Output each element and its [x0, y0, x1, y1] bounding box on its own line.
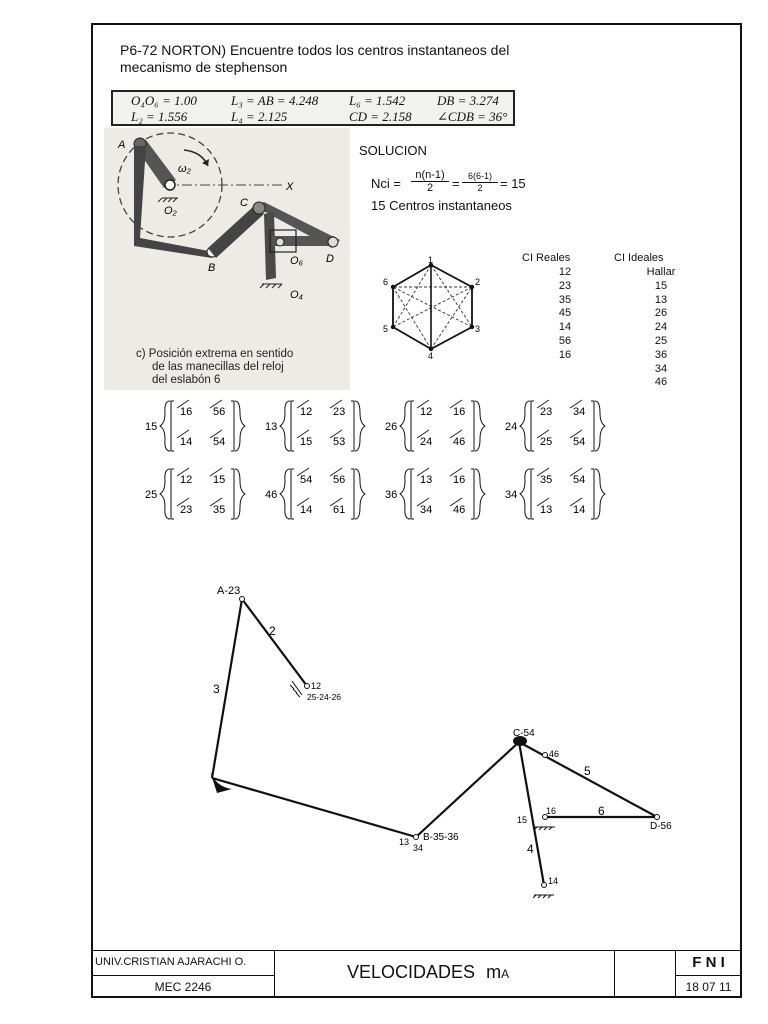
label-12: 12: [311, 681, 322, 691]
matrix-25-right-bracket: [231, 469, 234, 519]
ci-real-5: 56: [558, 334, 572, 347]
matrix-46-right-brace: [355, 469, 365, 519]
matrix-46-left-brace: [280, 469, 290, 519]
pin-46: [543, 753, 548, 758]
matrix-26-right-bracket: [471, 401, 474, 451]
ground-16: [534, 827, 555, 830]
matrix-24-left-bracket: [531, 401, 534, 451]
ci-ideal-8: 46: [654, 376, 668, 389]
figure-caption: [136, 348, 350, 387]
matrix-46-cell-2: 14: [300, 504, 313, 516]
matrix-24-cell-3: 54: [573, 436, 586, 448]
matrix-13-cell-2: 15: [300, 436, 313, 448]
givens-box: [111, 90, 515, 126]
matrix-24-left-brace: [520, 401, 530, 451]
matrix-25-label: 25: [145, 489, 158, 501]
matrix-15-right-brace: [235, 401, 245, 451]
fraction-1-numerator: n(n-1): [411, 169, 449, 182]
matrix-46-label: 46: [265, 489, 278, 501]
matrix-25-cell-1: 15: [213, 474, 226, 486]
problem-line-2: mecanismo de stephenson: [120, 59, 288, 75]
fig-label-d: D: [326, 253, 334, 265]
label-25-24-26: 25-24-26: [307, 692, 342, 702]
matrix-13-right-brace: [355, 401, 365, 451]
matrix-25-cell-0: 12: [180, 474, 193, 486]
given-l6: L₆ = 1.542: [349, 93, 406, 108]
pin-12: [305, 684, 310, 689]
nci-result: = 15: [500, 176, 526, 191]
given-db: DB = 3.274: [437, 93, 499, 108]
matrix-34-right-bracket: [591, 469, 594, 519]
link-4-line: [519, 742, 544, 885]
given-cd: CD = 2.158: [349, 109, 412, 124]
ci-ideal-5: 25: [654, 334, 668, 347]
given-cdb: ∠CDB = 36°: [437, 109, 508, 124]
fig-label-a: A: [118, 139, 126, 151]
ci-real-0: 12: [558, 266, 572, 278]
matrix-15-label: 15: [145, 421, 158, 433]
tb-school: F N I: [692, 954, 725, 971]
node-2: 2: [475, 277, 481, 287]
matrix-13-cell-1: 23: [333, 406, 346, 418]
caption-line-2: de las manecillas del reloj: [152, 361, 284, 373]
label-link-2: 2: [269, 624, 276, 638]
polygon-diagonals: [393, 265, 472, 349]
fraction-1: [411, 169, 449, 194]
label-15: 15: [517, 815, 528, 825]
fig-label-c: C: [240, 197, 248, 209]
matrix-24-right-brace: [595, 401, 605, 451]
matrix-46-cell-3: 61: [333, 504, 346, 516]
matrix-36-cell-2: 34: [420, 504, 433, 516]
link-2-line: [242, 599, 307, 686]
ci-real-1: 23: [558, 279, 572, 292]
ci-ideal-4: 24: [654, 321, 668, 334]
fig-label-o4: O₄: [290, 289, 303, 301]
matrix-25-left-brace: [160, 469, 170, 519]
matrix-15-cell-2: 14: [180, 436, 193, 448]
matrix-26-cell-3: 46: [453, 436, 466, 448]
caption-line-1: c) Posición extrema en sentido: [136, 348, 294, 360]
fraction-2-denominator: 2: [477, 183, 483, 193]
fraction-1-denominator: 2: [426, 182, 434, 194]
matrix-25-cell-2: 23: [180, 504, 193, 516]
pin-o6: [276, 238, 284, 246]
matrix-13-cell-3: 53: [333, 436, 346, 448]
label-link-4: 4: [527, 842, 534, 856]
node-5: 5: [383, 324, 389, 334]
pin-d: [328, 237, 338, 247]
matrix-34-left-bracket: [531, 469, 534, 519]
given-l4: L₄ = 2.125: [231, 109, 288, 124]
label-c54: C-54: [513, 728, 535, 739]
matrix-36-left-brace: [400, 469, 410, 519]
node-3: 3: [475, 324, 481, 334]
matrix-26-label: 26: [385, 421, 398, 433]
matrix-34-cell-2: 13: [540, 504, 553, 516]
label-b35-36: B-35-36: [423, 832, 459, 843]
matrix-13-left-bracket: [291, 401, 294, 451]
nci-equals: =: [452, 176, 460, 191]
label-link-5: 5: [584, 764, 591, 778]
nci-lhs: Nci =: [371, 176, 401, 191]
label-14: 14: [548, 876, 559, 886]
matrix-34-left-brace: [520, 469, 530, 519]
node-6: 6: [383, 277, 389, 287]
node-4: 4: [428, 351, 434, 360]
matrix-34-cell-1: 54: [573, 474, 586, 486]
given-o4o6: O₄O₆ = 1.00: [131, 93, 197, 108]
pin-a-23: [240, 597, 245, 602]
matrix-46-cell-1: 56: [333, 474, 346, 486]
matrix-24-cell-1: 34: [573, 406, 586, 418]
tb-title-cell: [274, 950, 615, 998]
matrix-36-left-bracket: [411, 469, 414, 519]
matrix-46-left-bracket: [291, 469, 294, 519]
tb-author-cell: [91, 950, 275, 976]
label-13: 13: [399, 837, 410, 847]
pin-o2: [165, 180, 175, 190]
matrix-15-cell-3: 54: [213, 436, 226, 448]
link-5-to-c: [416, 742, 519, 837]
matrix-34-right-brace: [595, 469, 605, 519]
problem-statement: [120, 42, 570, 76]
matrix-36-cell-3: 46: [453, 504, 466, 516]
pin-b-35-36: [414, 835, 419, 840]
tb-title-sub: m: [486, 962, 502, 982]
fig-label-x: X: [286, 181, 294, 193]
tb-course-cell: [91, 975, 275, 998]
ci-reales-column: [551, 266, 579, 363]
ci-real-3: 45: [558, 307, 572, 320]
matrix-46-cell-0: 54: [300, 474, 313, 486]
fig-label-o2: O₂: [164, 205, 177, 217]
matrix-26-left-bracket: [411, 401, 414, 451]
polygon-edges: [393, 265, 472, 349]
fraction-2: [462, 171, 498, 194]
problem-line-1: P6-72 NORTON) Encuentre todos los centros instantaneos del: [120, 42, 510, 58]
kinematic-diagram: [180, 575, 720, 915]
matrix-34-label: 34: [505, 489, 518, 501]
ground-hatches: [290, 681, 555, 898]
fig-label-o6: O₆: [290, 255, 303, 267]
link-3-line-lower: [212, 778, 416, 837]
matrix-25-right-brace: [235, 469, 245, 519]
fraction-2-numerator: 6(6-1): [462, 171, 498, 183]
matrix-24-right-bracket: [591, 401, 594, 451]
label-link-3: 3: [213, 682, 220, 696]
matrix-26-right-brace: [475, 401, 485, 451]
matrix-46-right-bracket: [351, 469, 354, 519]
given-l2: L₂ = 1.556: [131, 109, 188, 124]
ci-reales-header: CI Reales: [522, 252, 571, 264]
ci-real-6: 16: [558, 348, 572, 361]
fig-label-omega2: ω₂: [178, 163, 191, 175]
tb-school-cell: [675, 950, 742, 976]
ci-ideal-3: 26: [654, 307, 668, 320]
tb-course: MEC 2246: [154, 980, 212, 994]
matrix-36-label: 36: [385, 489, 398, 501]
matrix-15-left-bracket: [171, 401, 174, 451]
instant-center-polygon: [380, 255, 490, 360]
matrix-26-cell-0: 12: [420, 406, 433, 418]
pin-c: [253, 202, 265, 214]
ci-ideales-header: CI Ideales: [614, 252, 664, 264]
matrix-13-label: 13: [265, 421, 278, 433]
ci-ideal-6: 36: [654, 348, 668, 361]
matrix-26-cell-1: 16: [453, 406, 466, 418]
tb-title-main: VELOCIDADES: [347, 962, 476, 982]
pin-14: [542, 883, 547, 888]
solution-title: SOLUCION: [359, 143, 427, 158]
matrix-24-cell-2: 25: [540, 436, 553, 448]
label-46: 46: [549, 749, 560, 759]
tb-date: 18 07 11: [685, 980, 732, 994]
matrix-13-cell-0: 12: [300, 406, 313, 418]
matrices-area: [140, 393, 620, 533]
matrix-36-right-brace: [475, 469, 485, 519]
matrix-26-cell-2: 24: [420, 436, 433, 448]
matrix-15-right-bracket: [231, 401, 234, 451]
matrix-34-cell-0: 35: [540, 474, 553, 486]
tb-author: UNIV.CRISTIAN AJARACHI O.: [95, 956, 247, 968]
matrix-15-left-brace: [160, 401, 170, 451]
polygon-vertices: [391, 263, 474, 351]
ci-ideal-7: 34: [654, 362, 668, 375]
label-a23: A-23: [217, 585, 241, 597]
solution-summary: 15 Centros instantaneos: [371, 198, 512, 213]
tb-blank-cell: [614, 950, 676, 998]
pin-d-56: [655, 815, 660, 820]
matrix-13-left-brace: [280, 401, 290, 451]
matrix-24-cell-0: 23: [540, 406, 553, 418]
node-1: 1: [428, 255, 434, 265]
ci-ideales-column: [640, 266, 682, 390]
fig-label-b: B: [208, 262, 216, 274]
matrix-15-cell-0: 16: [180, 406, 193, 418]
matrix-36-right-bracket: [471, 469, 474, 519]
matrix-24-label: 24: [505, 421, 518, 433]
ci-real-2: 35: [558, 293, 572, 306]
tb-date-cell: [675, 975, 742, 998]
tb-title: [347, 962, 509, 983]
matrix-25-cell-3: 35: [213, 504, 226, 516]
link-5-to-d: [519, 742, 657, 817]
label-34: 34: [413, 843, 424, 853]
ci-ideal-1: 15: [654, 279, 668, 292]
matrix-13-right-bracket: [351, 401, 354, 451]
matrix-36-cell-1: 16: [453, 474, 466, 486]
matrix-36-cell-0: 13: [420, 474, 433, 486]
matrix-25-left-bracket: [171, 469, 174, 519]
label-16: 16: [546, 806, 557, 816]
tb-title-subscript: A: [501, 967, 510, 981]
caption-line-3: del eslabón 6: [152, 374, 221, 386]
label-link-6: 6: [598, 804, 605, 818]
label-d56: D-56: [650, 821, 672, 832]
ground-12: [290, 681, 302, 697]
ground-14: [533, 895, 554, 898]
matrix-26-left-brace: [400, 401, 410, 451]
matrix-34-cell-3: 14: [573, 504, 586, 516]
given-l3: L₃ = AB = 4.248: [231, 93, 319, 108]
matrix-15-cell-1: 56: [213, 406, 226, 418]
ci-ideal-0: Hallar: [646, 266, 676, 278]
ci-ideal-2: 13: [654, 293, 668, 306]
ci-real-4: 14: [558, 321, 572, 334]
